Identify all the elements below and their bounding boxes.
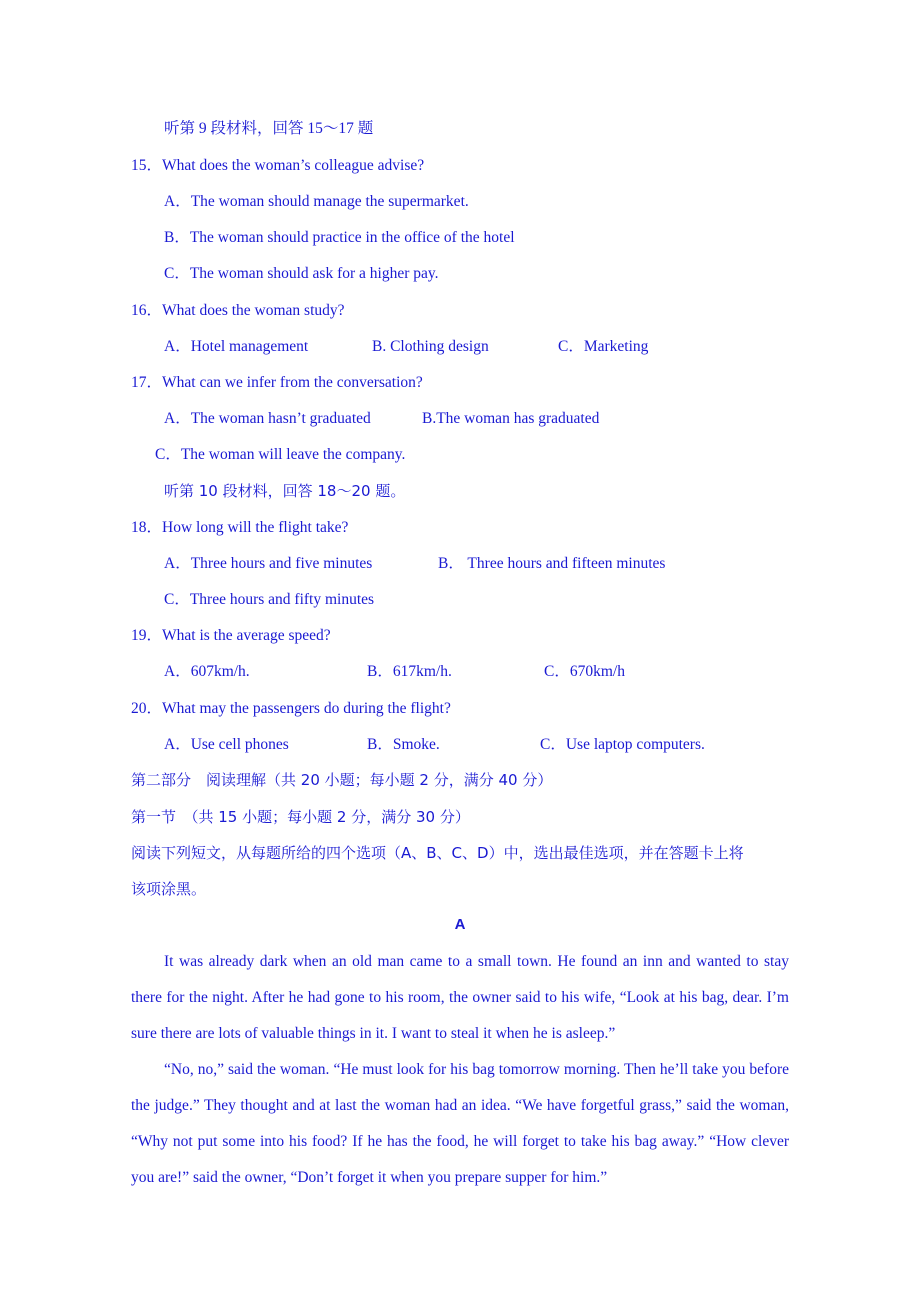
instructions-line-2: 该项涂黑。 xyxy=(131,880,207,898)
option-20-b: B．Smoke. xyxy=(367,736,440,753)
passage-label: A xyxy=(454,916,466,933)
passage-body xyxy=(131,944,789,1196)
option-17-b: B.The woman has graduated xyxy=(422,410,600,427)
section-9-heading: 听第 9 段材料，回答 15～17 题 xyxy=(164,120,374,137)
option-16-c: C．Marketing xyxy=(558,338,649,355)
option-18-b: B． Three hours and fifteen minutes xyxy=(438,555,666,572)
option-15-b: B．The woman should practice in the office of the hotel xyxy=(164,229,515,246)
option-17-c: C．The woman will leave the company. xyxy=(155,446,406,463)
option-18-a: A．Three hours and five minutes xyxy=(164,555,373,572)
question-16: 16．What does the woman study? xyxy=(131,302,345,319)
passage-paragraph-1: It was already dark when an old man came to a small town. He found an inn and wanted to stay there for the night. After he had gone to his room, the owner said to his wife, “Look at his bag, dear. I’m sure there are lots of valuable things in it. I want to steal it when he is asleep.” xyxy=(131,953,789,1042)
section-10-heading: 听第 10 段材料，回答 18～20 题。 xyxy=(164,482,406,500)
question-20: 20．What may the passengers do during the flight? xyxy=(131,700,451,717)
question-17: 17．What can we infer from the conversation? xyxy=(131,374,423,391)
question-18: 18．How long will the flight take? xyxy=(131,519,349,536)
option-17-a: A．The woman hasn’t graduated xyxy=(164,410,371,427)
option-15-c: C．The woman should ask for a higher pay. xyxy=(164,265,439,282)
instructions-line-1: 阅读下列短文，从每题所给的四个选项（A、B、C、D）中，选出最佳选项，并在答题卡上将 xyxy=(131,844,744,862)
question-19: 19．What is the average speed? xyxy=(131,627,331,644)
option-16-a: A．Hotel management xyxy=(164,338,309,355)
option-18-c: C．Three hours and fifty minutes xyxy=(164,591,375,608)
option-20-a: A．Use cell phones xyxy=(164,736,289,753)
option-19-a: A．607km/h. xyxy=(164,663,250,680)
option-19-c: C．670km/h xyxy=(544,663,625,680)
part-2-title: 第二部分 阅读理解（共 20 小题；每小题 2 分，满分 40 分） xyxy=(131,771,553,789)
option-15-a: A．The woman should manage the supermarket. xyxy=(164,193,469,210)
option-16-b: B. Clothing design xyxy=(372,338,489,355)
section-1-subtitle: 第一节 （共 15 小题；每小题 2 分，满分 30 分） xyxy=(131,808,470,826)
option-20-c: C．Use laptop computers. xyxy=(540,736,705,753)
passage-paragraph-2: “No, no,” said the woman. “He must look for his bag tomorrow morning. Then he’ll take you before the judge.” They thought and at last the woman had an idea. “We have forgetful grass,” said the woman, “Why not put some into his food? If he has the food, he will forget to take his bag away.” “How clever you are!” said the owner, “Don’t forget it when you prepare supper for him.” xyxy=(131,1061,789,1186)
option-19-b: B．617km/h. xyxy=(367,663,452,680)
question-15: 15．What does the woman’s colleague advise? xyxy=(131,157,425,174)
